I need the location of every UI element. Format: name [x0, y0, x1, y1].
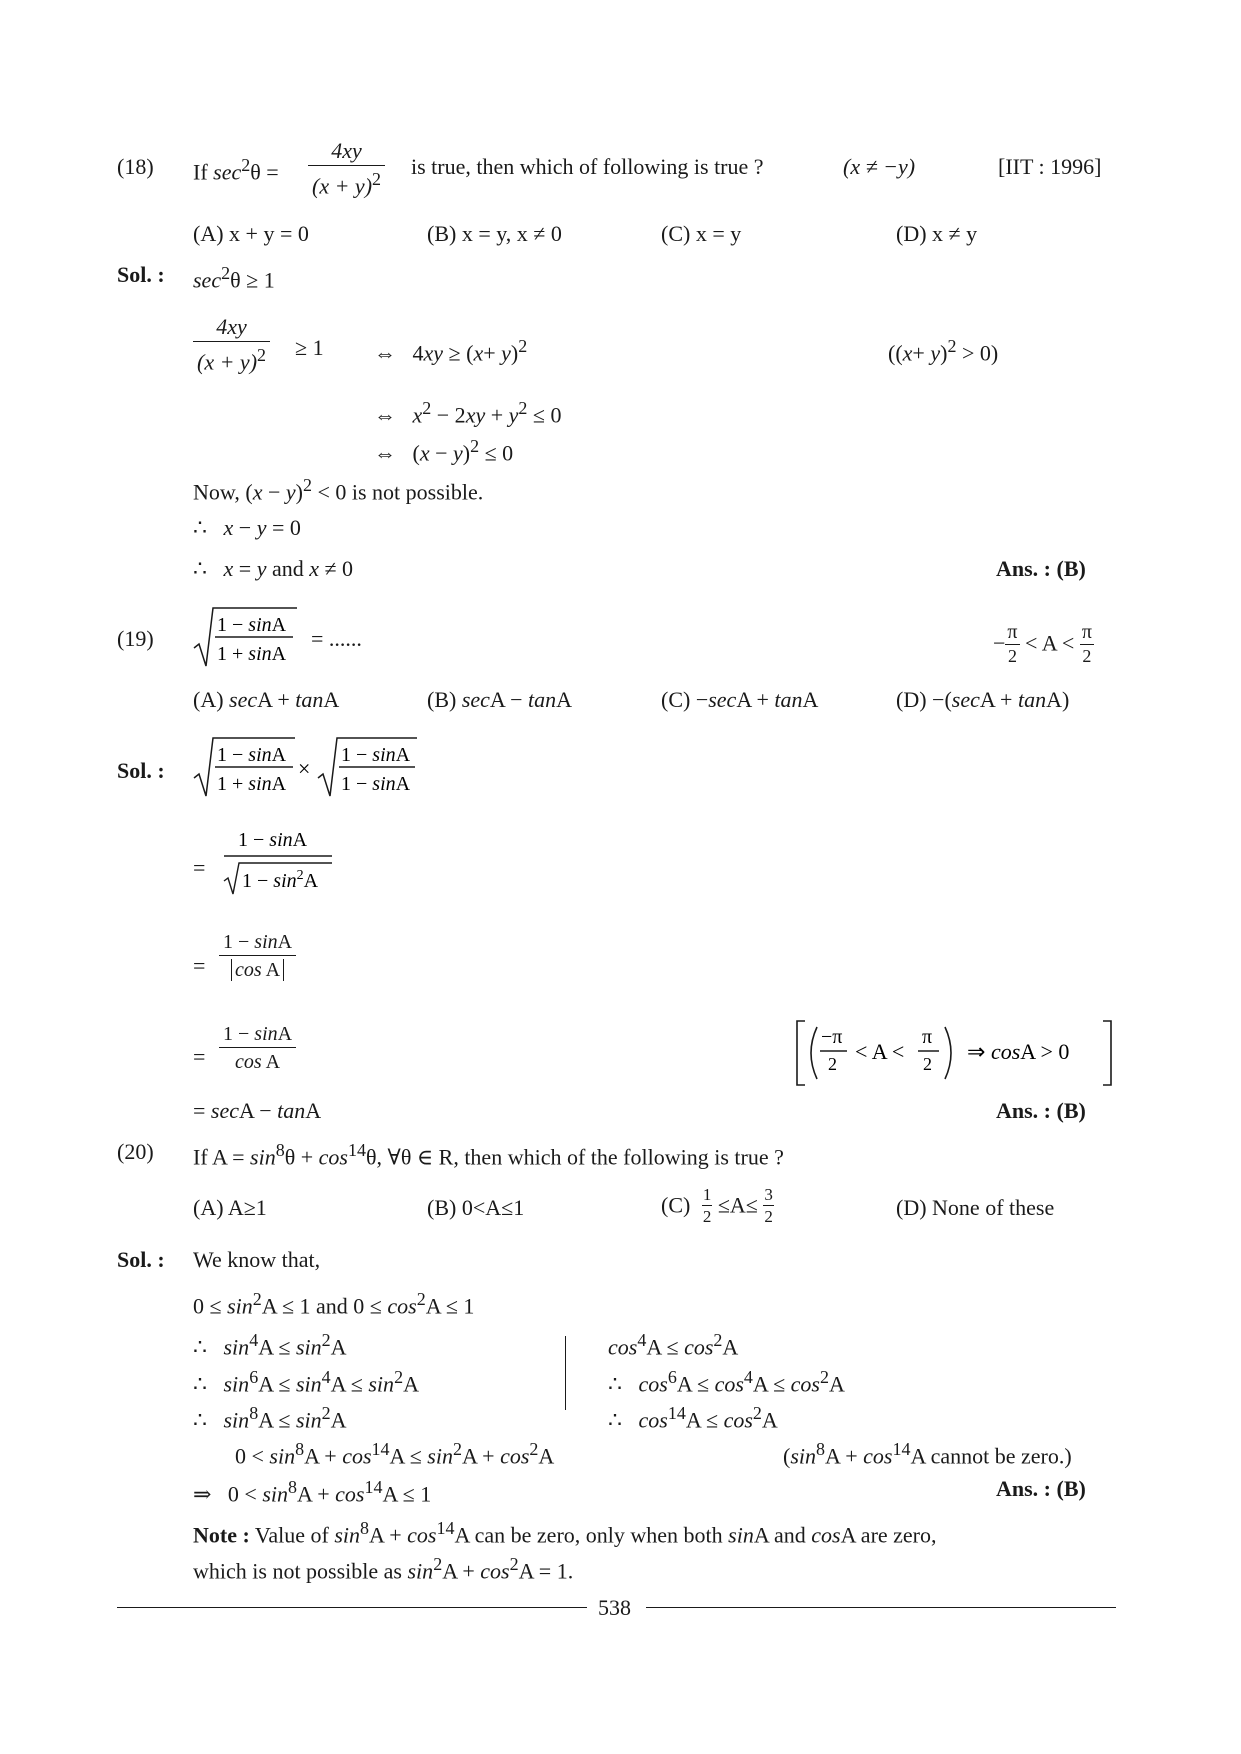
svg-text:−π: −π	[821, 1026, 843, 1048]
q18-option-c: (C) x = y	[661, 221, 742, 246]
q18-therefore2: ∴ x = y and x ≠ 0	[193, 556, 354, 581]
q19-eq1: =	[193, 855, 206, 880]
q19-sol-step3: $\frac{1 - \sin A}{\text{cos A}}$	[219, 1024, 296, 1072]
svg-text:2: 2	[923, 1054, 932, 1074]
q18-note-positive: $((x+ y)^2 > 0)$	[888, 336, 999, 366]
svg-text:×: ×	[298, 756, 311, 781]
svg-text:1 − sin2A: $1 - \sin^2A$	[242, 868, 319, 892]
q19-radical	[193, 606, 298, 668]
svg-text:2: 2	[828, 1054, 837, 1074]
q20-sin-step2: ∴ $\sin^6A \le \sin^4A \le \sin^2A$	[193, 1367, 419, 1397]
q19-range: − $\frac{\pi}{2}$ < A < $\frac{\pi}{2}$	[993, 621, 1092, 666]
q19-option-b: (B) secA − tanA	[427, 687, 573, 712]
q18-frac-num: 4xy	[331, 138, 362, 163]
q20-option-d: (D) None of these	[896, 1195, 1055, 1220]
q18-source: [IIT : 1996]	[998, 154, 1102, 179]
q18-now-text: Now, $(x - y)^2 < 0$ is not possible.	[193, 475, 484, 505]
q20-note-line1: Note : Value of $\sin^8A + \cos^{14}A$ can be zero, only when both sinA and cosA are zero,	[193, 1518, 937, 1548]
q19-eq3: =	[193, 1044, 206, 1069]
q18-fraction: $\frac{4xy}{(x + y)^2}$	[308, 140, 385, 197]
svg-text:1 + sinA: 1 + sinA	[217, 773, 287, 795]
q20-sum-ineq: $0 < \sin^8A + \cos^{14}A \le \sin^2A + \cos^2A$	[235, 1439, 555, 1469]
q20-cos-step2: ∴ $\cos^6A \le \cos^4A \le \cos^2A$	[608, 1367, 845, 1397]
q20-sin-step1: ∴ $\sin^4A \le \sin^2A$	[193, 1330, 347, 1360]
q19-sol-label: Sol. :	[117, 758, 165, 783]
q19-final: = secA − tanA	[193, 1098, 322, 1123]
svg-text:1 − sinA: 1 − sinA	[341, 744, 411, 766]
q18-sol-step1: ⇔ $4xy \ge (x+ y)^2$	[374, 336, 528, 366]
q18-sol-line1: $\sec^2\theta \ge 1$	[193, 263, 275, 293]
q18-sol-ineq1: ≥ 1	[295, 335, 324, 360]
svg-text:1 + sinA: 1 + sinA	[217, 643, 287, 665]
q18-condition: (x ≠ −y)	[843, 154, 916, 179]
q20-note-label: Note :	[193, 1522, 250, 1548]
q20-option-c: (C) $\frac{1}{2}$ ≤A≤ $\frac{3}{2}$	[661, 1185, 773, 1226]
q19-option-d: (D) −(secA + tanA)	[896, 687, 1070, 712]
q18-if-word: If	[193, 159, 208, 185]
q20-note-line2: which is not possible as $\sin^2A + \cos^2A = 1$.	[193, 1554, 574, 1584]
q20-conclusion: ⇒ $0 < \sin^8A + \cos^{14}A \le 1$	[193, 1477, 432, 1507]
q18-option-b: (B) x = y, x ≠ 0	[427, 221, 562, 246]
q20-stem: If $A = \sin^8\theta + \cos^{14}\theta$, ∀θ ∈ R, then which of the following is true ?	[193, 1140, 784, 1170]
q19-answer: Ans. : (B)	[996, 1098, 1086, 1123]
q18-number: (18)	[117, 154, 154, 179]
q18-stem-if: If $\sec^2\theta$ =	[193, 155, 279, 185]
q19-option-a: (A) secA + tanA	[193, 687, 340, 712]
q20-answer: Ans. : (B)	[996, 1476, 1086, 1501]
q18-option-a: (A) x + y = 0	[193, 221, 309, 246]
q19-equals: = ......	[311, 626, 362, 651]
q18-sol-step2: ⇔ $x^2 - 2xy + y^2 \le 0$	[374, 398, 562, 428]
page-number: 538	[598, 1595, 631, 1620]
svg-text:1 − sinA: 1 − sinA	[217, 614, 287, 636]
q19-eq2: =	[193, 953, 206, 978]
svg-text:1 − sinA: 1 − sinA	[341, 773, 411, 795]
q18-sol-label: Sol. :	[117, 262, 165, 287]
q19-option-c: (C) −secA + tanA	[661, 687, 819, 712]
q20-range-line: $0 \le \sin^2A \le 1$ and $0 \le \cos^2A \le 1$	[193, 1289, 475, 1319]
q18-option-d: (D) x ≠ y	[896, 221, 978, 246]
q19-sol-radical-product	[193, 736, 423, 798]
q20-cos-step1: $\cos^4A \le \cos^2A$	[608, 1330, 739, 1360]
q19-number: (19)	[117, 626, 154, 651]
q20-cannot-zero: ($\sin^8A + \cos^{14}A$ cannot be zero.)	[783, 1439, 1072, 1469]
q18-frac-den: (x + y)	[312, 173, 373, 199]
q18-therefore1: ∴ x − y = 0	[193, 515, 301, 540]
footer-rule-left	[117, 1607, 587, 1608]
q18-sol-fraction: $\frac{4xy}{(x + y)^2}$	[193, 316, 270, 373]
q20-option-b: (B) 0<A≤1	[427, 1195, 525, 1220]
svg-text:< A <: < A <	[855, 1039, 905, 1064]
q20-sol-label: Sol. :	[117, 1247, 165, 1272]
q20-number: (20)	[117, 1139, 154, 1164]
q18-answer: Ans. : (B)	[996, 556, 1086, 581]
q19-range-bracket	[795, 1019, 1115, 1087]
q20-divider	[565, 1336, 566, 1410]
q20-option-a: (A) A≥1	[193, 1195, 267, 1220]
q20-sin-step3: ∴ $\sin^8A \le \sin^2A$	[193, 1403, 347, 1433]
q18-stem-rest: is true, then which of following is true ?	[411, 154, 764, 179]
q20-we-know: We know that,	[193, 1247, 321, 1272]
svg-text:1 − sinA: 1 − sinA	[238, 829, 308, 851]
svg-text:1 − sinA: 1 − sinA	[217, 744, 287, 766]
q19-sol-step1	[222, 826, 342, 896]
q20-option-c-label: (C)	[661, 1192, 691, 1218]
footer-rule-right	[646, 1607, 1116, 1608]
q20-cos-step3: ∴ $\cos^{14}A \le \cos^2A$	[608, 1403, 778, 1433]
svg-text:π: π	[922, 1026, 933, 1048]
svg-text:⇒ cosA > 0: ⇒ cosA > 0	[967, 1039, 1070, 1064]
q19-sol-step2: $\frac{1 - \sin A}{\text{cos A}}$	[219, 932, 296, 980]
q18-sol-step3: ⇔ $(x - y)^2 \le 0$	[374, 436, 514, 466]
